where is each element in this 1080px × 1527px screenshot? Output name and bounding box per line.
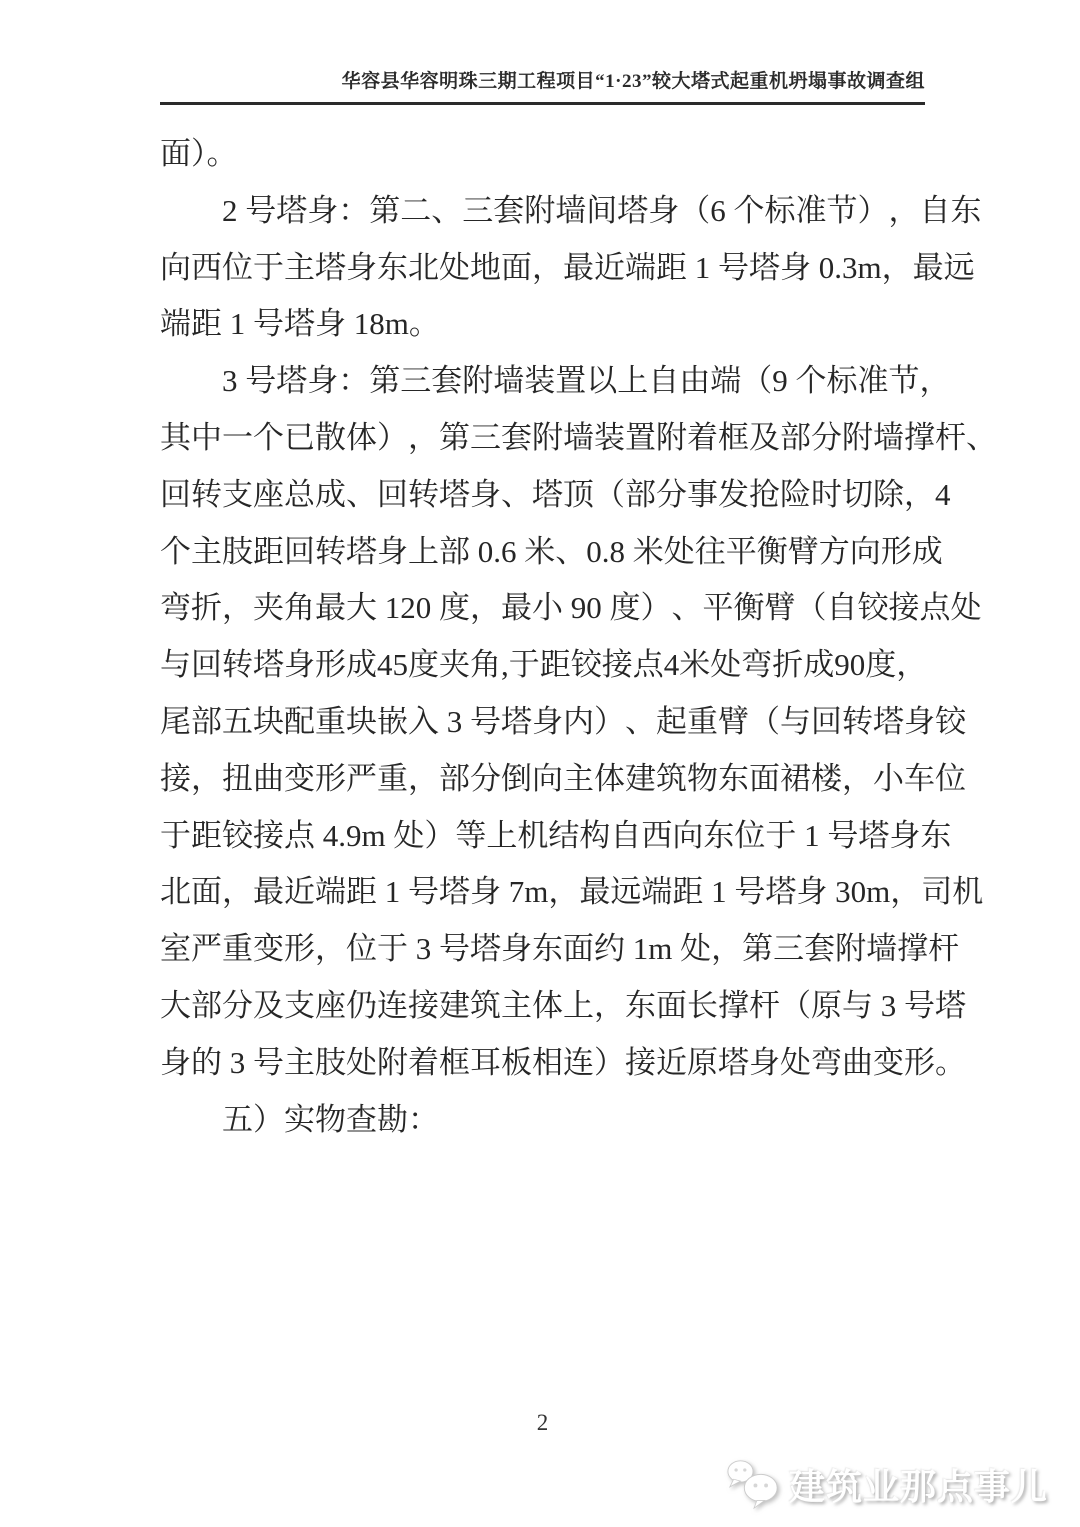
text-line: 弯 折 ， 夹 角 最 大 1 2 0 度 ， 最 小 9 0 度 ） 、 平 衡 臂 （ 自 铰 接 点 处 — [160, 590, 982, 626]
text-line: 身 的 3 号 主 肢 处 附 着 框 耳 板 相 连 ） 接 近 原 塔 身 处 弯 曲 变 形 。 — [160, 1044, 966, 1080]
text-line: 3 号 塔 身 ： 第 三 套 附 墙 装 置 以 上 自 由 端 （ 9 个 标 准 节 ， — [222, 363, 951, 399]
text-line: 北 面 ， 最 近 端 距 1 号 塔 身 7 m ， 最 远 端 距 1 号 塔 身 3 0 m ， 司 机 — [160, 874, 984, 910]
text-line: 与 回 转 塔 身 形 成 4 5 度 夹 角 , 于 距 铰 接 点 4 米 处 弯 折 成 9 0 度 ， — [160, 647, 928, 683]
text-line: 五）实物查勘： — [222, 1101, 439, 1137]
document-body — [160, 126, 997, 1148]
page-header: 华容县华容明珠三期工程项目“1·23”较大塔式起重机坍塌事故调查组 — [160, 66, 925, 105]
text-line: 接 ， 扭 曲 变 形 严 重 ， 部 分 倒 向 主 体 建 筑 物 东 面 裙 楼 ， 小 车 位 — [160, 760, 966, 796]
text-line: 回 转 支 座 总 成 、 回 转 塔 身 、 塔 顶 （ 部 分 事 发 抢 险 时 切 除 ， 4 — [160, 476, 951, 512]
text-line: 个 主 肢 距 回 转 塔 身 上 部 0 . 6 米 、 0 . 8 米 处 往 平 衡 臂 方 向 形 成 — [160, 533, 943, 569]
text-line: 2 号 塔 身 ： 第 二 、 三 套 附 墙 间 塔 身 （ 6 个 标 准 节 ） ， 自 东 — [222, 192, 982, 228]
text-line: 于 距 铰 接 点 4 . 9 m 处 ） 等 上 机 结 构 自 西 向 东 位 于 1 号 塔 身 东 — [160, 817, 952, 853]
text-line: 其 中 一 个 已 散 体 ） ， 第 三 套 附 墙 装 置 附 着 框 及 部 分 附 墙 撑 杆 、 — [160, 419, 997, 455]
text-line: 端距 1 号塔身 18m。 — [160, 306, 440, 342]
text-line: 向 西 位 于 主 塔 身 东 北 处 地 面 ， 最 近 端 距 1 号 塔 身 0 . 3 m ， 最 远 — [160, 249, 975, 285]
text-line: 面）。 — [160, 136, 238, 171]
text-line: 尾 部 五 块 配 重 块 嵌 入 3 号 塔 身 内 ） 、 起 重 臂 （ 与 回 转 塔 身 铰 — [160, 703, 966, 739]
wechat-icon — [725, 1457, 783, 1511]
text-line: 室 严 重 变 形 ， 位 于 3 号 塔 身 东 面 约 1 m 处 ， 第 三 套 附 墙 撑 杆 — [160, 931, 960, 967]
watermark-label: 建筑业那点事儿 — [788, 1465, 1048, 1507]
watermark — [725, 1457, 1048, 1511]
text-line: 大 部 分 及 支 座 仍 连 接 建 筑 主 体 上 ， 东 面 长 撑 杆 （ 原 与 3 号 塔 — [160, 987, 966, 1023]
page-number: 2 — [536, 1410, 549, 1435]
